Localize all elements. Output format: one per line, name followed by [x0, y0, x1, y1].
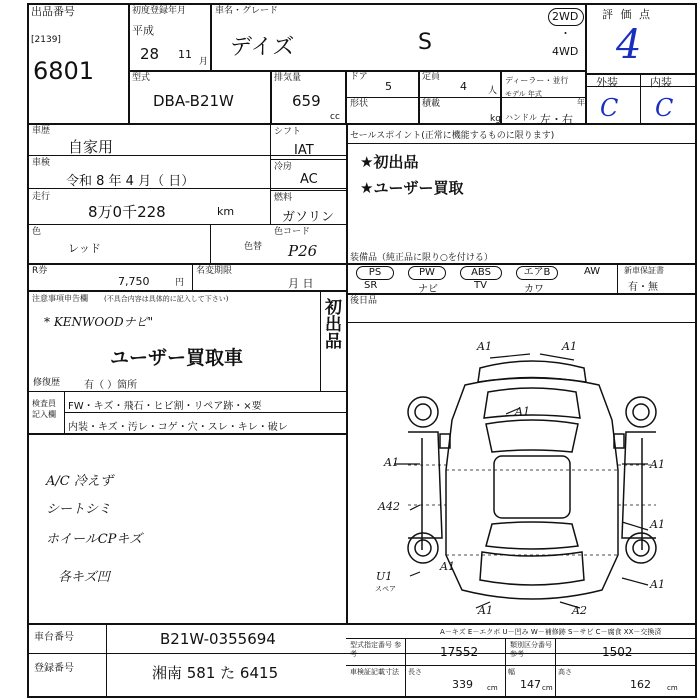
exterior-score: C [600, 94, 619, 122]
score-label: 評 価 点 [602, 8, 652, 21]
damage-label-11: A42 [378, 500, 400, 513]
damage-label-1: A1 [477, 340, 492, 353]
equip-pw: PW [408, 266, 446, 280]
width-unit: cm [542, 684, 553, 692]
interior-score: C [655, 94, 674, 122]
equip-tv: TV [474, 280, 487, 291]
doors: 5 [385, 80, 392, 93]
damage-label-8: A1 [478, 604, 493, 617]
inspection-label: 車検 [32, 158, 51, 168]
model-label: 型式 [132, 73, 151, 83]
car-name-label: 車名・グレード [215, 6, 279, 16]
length-unit: cm [487, 684, 498, 692]
type-number-label: 型式指定番号 参考 [350, 641, 402, 658]
color-code-label: 色コード [274, 227, 311, 237]
lot-small-number: [2139] [31, 35, 61, 45]
person-unit: 人 [488, 86, 498, 96]
equip-aw: AW [584, 266, 601, 277]
color-change-label: 色替 [244, 242, 263, 252]
damage-label-6: A1 [650, 518, 665, 531]
memo-line-3: ホイールCPキズ [46, 532, 143, 547]
inspector-label: 検査員 記入欄 [32, 399, 56, 419]
shift-label: シフト [274, 127, 302, 137]
first-listing-vertical: 初出品 [321, 298, 341, 349]
inspection-expiry: 令和 8 年 4 月（ 日） [66, 174, 195, 189]
post-delivery-label: 後日品 [350, 296, 378, 306]
class-number-label: 類別区分番号 参考 [510, 641, 552, 658]
color: レッド [68, 242, 101, 255]
shape-label: 形状 [350, 99, 369, 109]
model-year-label: モデル 年式 [505, 90, 542, 98]
sales-point-1: ★初出品 [360, 153, 419, 171]
kg-unit: kg [490, 114, 501, 124]
year-unit: 年 [577, 98, 585, 107]
type-number: 17552 [440, 645, 479, 659]
lot-number-label: 出品番号 [31, 5, 75, 18]
handle-value: 左・右 [540, 113, 573, 126]
cooler: AC [300, 172, 318, 187]
damage-label-3: A1 [515, 405, 530, 418]
length: 339 [452, 678, 473, 691]
name-change-value: 月 日 [288, 277, 314, 290]
damage-label-5: A1 [650, 458, 665, 471]
damage-legend: A－キズ E－エクボ U－凹み W－補修跡 S－サビ C－腐食 XX－交換済 [440, 628, 662, 636]
warranty-value: 有・無 [628, 282, 658, 293]
check-windshield: FW・キズ・飛石・ヒビ割・リペア跡・×要 [68, 401, 262, 412]
cooler-label: 冷房 [274, 162, 293, 172]
warranty-label: 新車保証書 [624, 266, 664, 275]
plate-number: 湘南 581 た 6415 [152, 664, 279, 682]
model-code: DBA-B21W [153, 92, 234, 110]
equip-sr: SR [364, 280, 378, 291]
displacement-label: 排気量 [274, 73, 302, 83]
sales-point-2: ★ユーザー買取 [360, 179, 464, 197]
handle-label: ハンドル [505, 113, 537, 122]
overall-score: 4 [616, 22, 642, 68]
first-registration-label: 初度登録年月 [132, 6, 187, 16]
cc-unit: cc [330, 112, 340, 122]
damage-label-12: A1 [440, 560, 455, 573]
load-label: 積載 [422, 99, 441, 109]
grade: S [418, 30, 432, 55]
car-name: デイズ [230, 35, 295, 60]
mileage-label: 走行 [32, 192, 51, 202]
recycle-label: R券 [32, 266, 48, 276]
note-handwritten: * KENWOODナビ" [44, 315, 154, 329]
damage-label-2: A1 [562, 340, 577, 353]
interior-label: 内装 [650, 76, 672, 89]
equip-leather: カワ [524, 284, 544, 295]
exterior-label: 外装 [596, 76, 618, 89]
door-label: ドア [350, 72, 368, 82]
height: 162 [630, 678, 651, 691]
damage-label-7: A1 [650, 578, 665, 591]
equipment-label: 装備品（純正品に限り○を付ける） [350, 253, 493, 263]
plate-label: 登録番号 [34, 663, 74, 674]
repair-label: 修復歴 [33, 378, 61, 388]
drive-4wd: 4WD [552, 45, 579, 58]
memo-line-1: A/C 冷えず [46, 474, 113, 489]
fuel: ガソリン [282, 210, 335, 225]
notes-sub: (不具合内容は具体的に記入して下さい) [104, 295, 229, 303]
shift: IAT [294, 143, 314, 158]
damage-label-4: A1 [384, 456, 399, 469]
yen-unit: 円 [175, 278, 185, 288]
displacement: 659 [292, 92, 321, 110]
chassis-number: B21W-0355694 [160, 630, 276, 648]
color-label: 色 [32, 227, 42, 237]
lot-number: 6801 [33, 57, 95, 85]
repair-value: 有（ ）箇所 [84, 380, 138, 391]
note-main: ユーザー買取車 [110, 347, 244, 369]
drive-2wd: 2WD [552, 10, 579, 23]
car-diagram [390, 340, 680, 615]
memo-line-2: シートシミ [46, 502, 112, 517]
equip-airbag: エアB [516, 266, 558, 280]
month-unit: 月 [199, 57, 209, 67]
color-code: P26 [288, 242, 318, 260]
equip-navi: ナビ [418, 284, 438, 295]
check-interior: 内装・キズ・汚レ・コゲ・穴・スレ・キレ・破レ [68, 422, 288, 433]
dealer-label: ディーラー・並行 [505, 76, 569, 85]
capacity: 4 [460, 80, 467, 93]
damage-label-10: A2 [572, 604, 587, 617]
damage-label-9: U1 [376, 570, 393, 583]
capacity-label: 定員 [422, 72, 441, 82]
size-label: 車検証記載寸法 [350, 668, 399, 676]
length-label: 長さ [408, 668, 422, 676]
spare-label: スペア [375, 585, 396, 593]
width-label: 幅 [508, 668, 515, 676]
height-label: 高さ [558, 668, 572, 676]
registration-month: 11 [178, 48, 192, 61]
era: 平成 [132, 24, 154, 37]
drive-separator: ・ [560, 27, 571, 40]
equip-ps: PS [356, 266, 394, 280]
history-label: 車歴 [32, 126, 51, 136]
km-unit: km [217, 205, 235, 218]
fuel-label: 燃料 [274, 193, 293, 203]
name-change-label: 名変期限 [196, 266, 233, 276]
class-number: 1502 [602, 645, 633, 659]
sales-points-label: セールスポイント(正常に機能するものに限ります) [350, 131, 555, 141]
memo-line-4: 各キズ凹 [58, 570, 110, 585]
equip-abs: ABS [460, 266, 502, 280]
chassis-label: 車台番号 [34, 632, 74, 643]
notes-label: 注意事項申告欄 [32, 294, 88, 303]
history: 自家用 [68, 138, 114, 156]
mileage: 8万0千228 [88, 203, 166, 221]
recycle-fee: 7,750 [118, 275, 150, 288]
registration-year: 28 [140, 45, 160, 63]
width: 147 [520, 678, 541, 691]
height-unit: cm [667, 684, 678, 692]
